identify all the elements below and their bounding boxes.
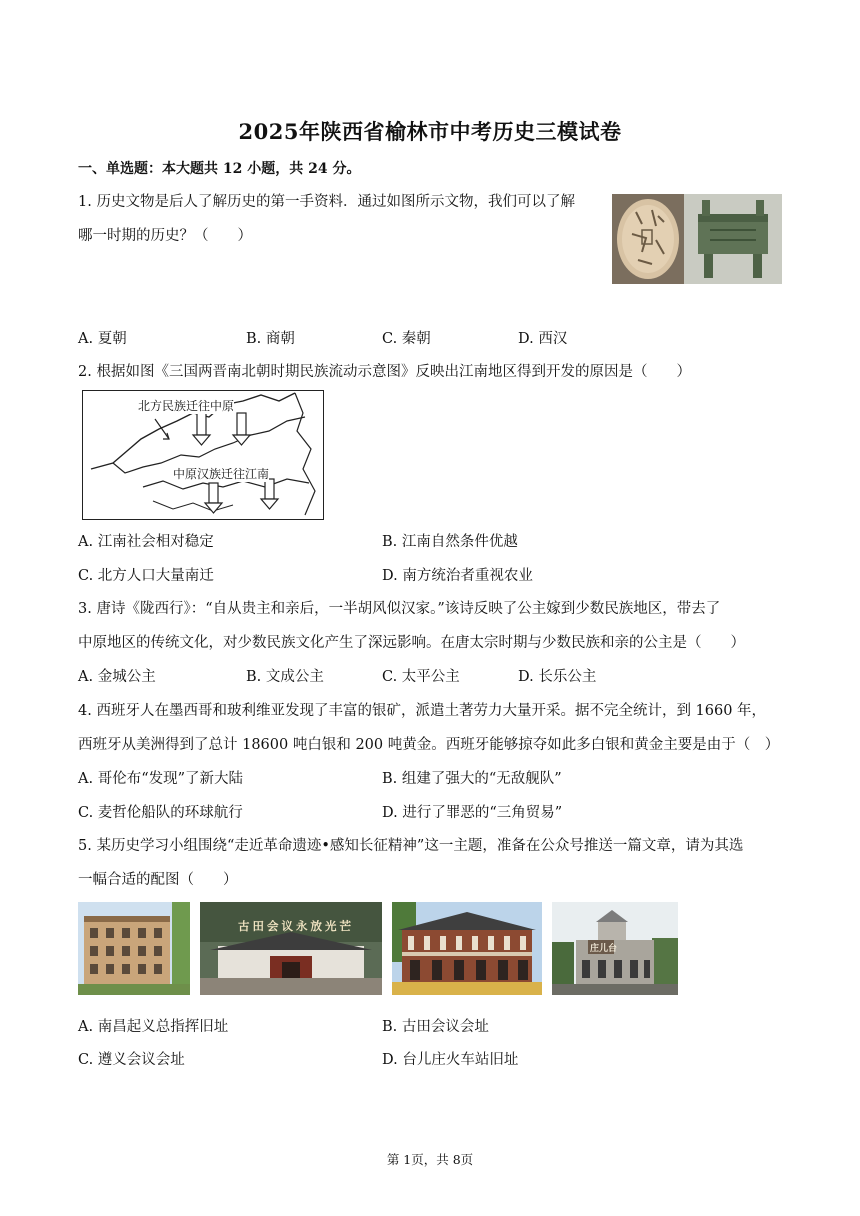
q5-photo-nanchang (78, 902, 190, 995)
q3-stem-line2: 中原地区的传统文化，对少数民族文化产生了深远影响。在唐太宗时期与少数民族和亲的公主是（ ） (78, 635, 745, 651)
q5-option-c[interactable]: C. 遵义会议会址 (78, 1052, 185, 1068)
q3-option-d[interactable]: D. 长乐公主 (518, 669, 597, 685)
q5-option-b[interactable]: B. 古田会议会址 (382, 1019, 489, 1035)
q2-migration-map (82, 390, 324, 520)
map-label-north: 北方民族迁往中原 (138, 399, 235, 413)
q5-stem-line1: 5. 某历史学习小组围绕“走近革命遗迹•感知长征精神”这一主题，准备在公众号推送一篇文章，请为其选 (78, 838, 744, 854)
q4-stem-line1: 4. 西班牙人在墨西哥和玻利维亚发现了丰富的银矿，派遣土著劳力大量开采。据不完全统计，到 1660 年， (78, 703, 767, 719)
q5-photo-taierzhuang (552, 902, 678, 995)
page-title: 2025年陕西省榆林市中考历史三模试卷 (238, 119, 622, 144)
q1-option-a[interactable]: A. 夏朝 (78, 331, 127, 347)
q5-stem-line2: 一幅合适的配图（ ） (78, 872, 238, 888)
q5-option-d[interactable]: D. 台儿庄火车站旧址 (382, 1052, 519, 1068)
q2-option-b[interactable]: B. 江南自然条件优越 (382, 534, 518, 550)
q2-option-c[interactable]: C. 北方人口大量南迁 (78, 568, 214, 584)
q4-option-d[interactable]: D. 进行了罪恶的“三角贸易” (382, 805, 563, 821)
q1-artifact-images (612, 194, 782, 284)
section-heading: 一、单选题：本大题共 12 小题，共 24 分。 (78, 161, 361, 177)
q5-option-a[interactable]: A. 南昌起义总指挥旧址 (78, 1019, 229, 1035)
q3-stem-line1: 3. 唐诗《陇西行》：“自从贵主和亲后，一半胡风似汉家。”该诗反映了公主嫁到少数民族地区，带去了 (78, 601, 721, 617)
q3-option-b[interactable]: B. 文成公主 (246, 669, 324, 685)
q2-option-d[interactable]: D. 南方统治者重视农业 (382, 568, 533, 584)
q3-option-a[interactable]: A. 金城公主 (78, 669, 156, 685)
q1-stem-line2: 哪一时期的历史？（ ） (78, 228, 252, 244)
q4-option-b[interactable]: B. 组建了强大的“无敌舰队” (382, 771, 562, 787)
q1-option-c[interactable]: C. 秦朝 (382, 331, 431, 347)
q3-option-c[interactable]: C. 太平公主 (382, 669, 460, 685)
q1-stem-line1: 1. 历史文物是后人了解历史的第一手资料．通过如图所示文物，我们可以了解 (78, 194, 575, 210)
gutian-sign-text: 古田会议永放光芒 (238, 919, 354, 933)
q5-photo-zunyi (392, 902, 542, 995)
page-footer: 第 1页，共 8页 (386, 1152, 474, 1167)
q5-photo-gutian (200, 902, 382, 995)
q1-option-b[interactable]: B. 商朝 (246, 331, 295, 347)
taierzhuang-sign-text: 庄儿台 (590, 944, 618, 954)
q4-stem-line2: 西班牙从美洲得到了总计 18600 吨白银和 200 吨黄金。西班牙能够掠夺如此多白银和黄金主要是由于（ ） (78, 737, 780, 753)
q2-stem-line1: 2. 根据如图《三国两晋南北朝时期民族流动示意图》反映出江南地区得到开发的原因是（ ） (78, 364, 691, 380)
q1-option-d[interactable]: D. 西汉 (518, 331, 568, 347)
q4-option-a[interactable]: A. 哥伦布“发现”了新大陆 (78, 771, 244, 787)
map-label-central: 中原汉族迁往江南 (173, 467, 270, 481)
q4-option-c[interactable]: C. 麦哲伦船队的环球航行 (78, 805, 243, 821)
q2-option-a[interactable]: A. 江南社会相对稳定 (78, 534, 214, 550)
